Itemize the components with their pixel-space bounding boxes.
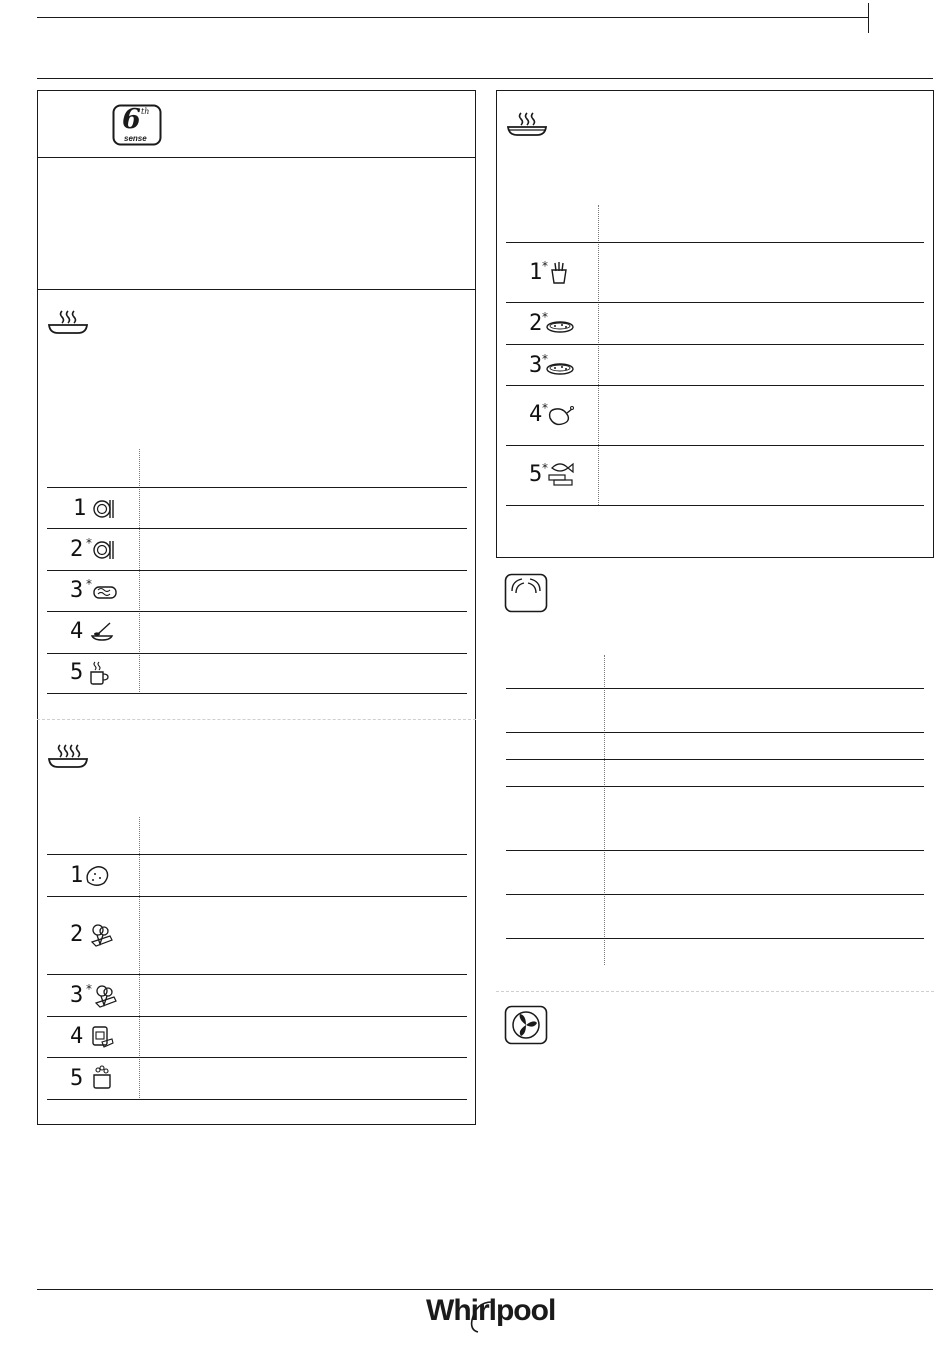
steaming-mug-icon: [88, 660, 110, 686]
table-row-rule: [47, 528, 467, 529]
frozen-marker: *: [542, 461, 548, 475]
table-row-rule: [506, 445, 924, 446]
table-row-rule: [47, 1016, 467, 1017]
frozen-marker: *: [86, 536, 92, 550]
program-number: 3: [529, 353, 543, 378]
program-number: 5: [529, 462, 543, 487]
table-row-rule: [506, 732, 924, 733]
program-number: 2: [70, 922, 84, 947]
grill-icon: [504, 573, 548, 613]
left-panel-divider: [37, 157, 476, 158]
program-number: 1: [70, 863, 84, 888]
pizza-icon: [545, 362, 575, 376]
plate-cutlery-icon: [93, 498, 115, 520]
program-number: 3: [70, 578, 84, 603]
frozen-marker: *: [542, 401, 548, 415]
pot-food-icon: [90, 1064, 114, 1090]
table-row-rule: [506, 786, 924, 787]
header-rule: [37, 17, 869, 18]
fries-icon: [549, 261, 569, 285]
program-number: 2: [529, 311, 543, 336]
frozen-marker: *: [542, 352, 548, 366]
table-header-rule: [47, 854, 467, 855]
table-row-rule: [506, 938, 924, 939]
chicken-leg-icon: [546, 404, 574, 428]
table-column-divider: [604, 655, 605, 965]
reheat-icon: [46, 309, 90, 335]
header-tick: [868, 3, 869, 33]
table-row-rule: [506, 894, 924, 895]
program-number: 1: [73, 496, 87, 521]
program-number: 4: [70, 1024, 84, 1049]
table-row-rule: [47, 1099, 467, 1100]
frozen-marker: *: [86, 577, 92, 591]
table-row-rule: [506, 850, 924, 851]
fish-fingers-icon: [546, 460, 576, 488]
plate-cutlery-icon: [93, 539, 115, 561]
vegetables-icon: [88, 922, 114, 948]
pizza-icon: [545, 320, 575, 334]
section-separator: [37, 719, 476, 720]
logo-swirl-icon: [462, 1296, 502, 1336]
program-number: 5: [70, 660, 84, 685]
table-row-rule: [47, 653, 467, 654]
program-number: 3: [70, 983, 84, 1008]
casserole-dish-icon: [92, 580, 118, 602]
table-column-divider: [598, 205, 599, 505]
sixth-sense-sup: th: [141, 107, 150, 116]
program-number: 4: [529, 402, 543, 427]
table-row-rule: [47, 570, 467, 571]
potato-icon: [84, 864, 110, 888]
section-top-rule: [37, 78, 933, 79]
program-number: 4: [70, 619, 84, 644]
canned-vegetables-icon: [90, 1024, 114, 1050]
vegetables-icon: [92, 983, 118, 1009]
table-row-rule: [47, 611, 467, 612]
sixth-sense-word: sense: [124, 134, 147, 143]
table-row-rule: [506, 759, 924, 760]
steam-icon: [46, 743, 90, 769]
table-row-rule: [506, 505, 924, 506]
table-row-rule: [506, 302, 924, 303]
sixth-sense-number: 6: [122, 104, 141, 135]
plate-spoon-icon: [90, 620, 114, 642]
table-header-rule: [47, 487, 467, 488]
table-row-rule: [506, 385, 924, 386]
section-separator: [496, 991, 934, 992]
table-header-rule: [506, 688, 924, 689]
frozen-marker: *: [542, 259, 548, 273]
frozen-marker: *: [542, 310, 548, 324]
left-panel: [37, 90, 476, 1125]
table-row-rule: [506, 344, 924, 345]
table-row-rule: [47, 1057, 467, 1058]
table-row-rule: [47, 974, 467, 975]
left-panel-divider: [37, 289, 476, 290]
program-number: 1: [529, 260, 543, 285]
program-number: 2: [70, 537, 84, 562]
table-header-rule: [506, 242, 924, 243]
whirlpool-logo: Whirlpool: [426, 1294, 556, 1327]
table-row-rule: [47, 693, 467, 694]
steam-icon: [505, 111, 549, 137]
fan-icon: [504, 1005, 548, 1045]
table-row-rule: [47, 896, 467, 897]
program-number: 5: [70, 1066, 84, 1091]
footer-rule: [37, 1289, 933, 1290]
frozen-marker: *: [86, 982, 92, 996]
